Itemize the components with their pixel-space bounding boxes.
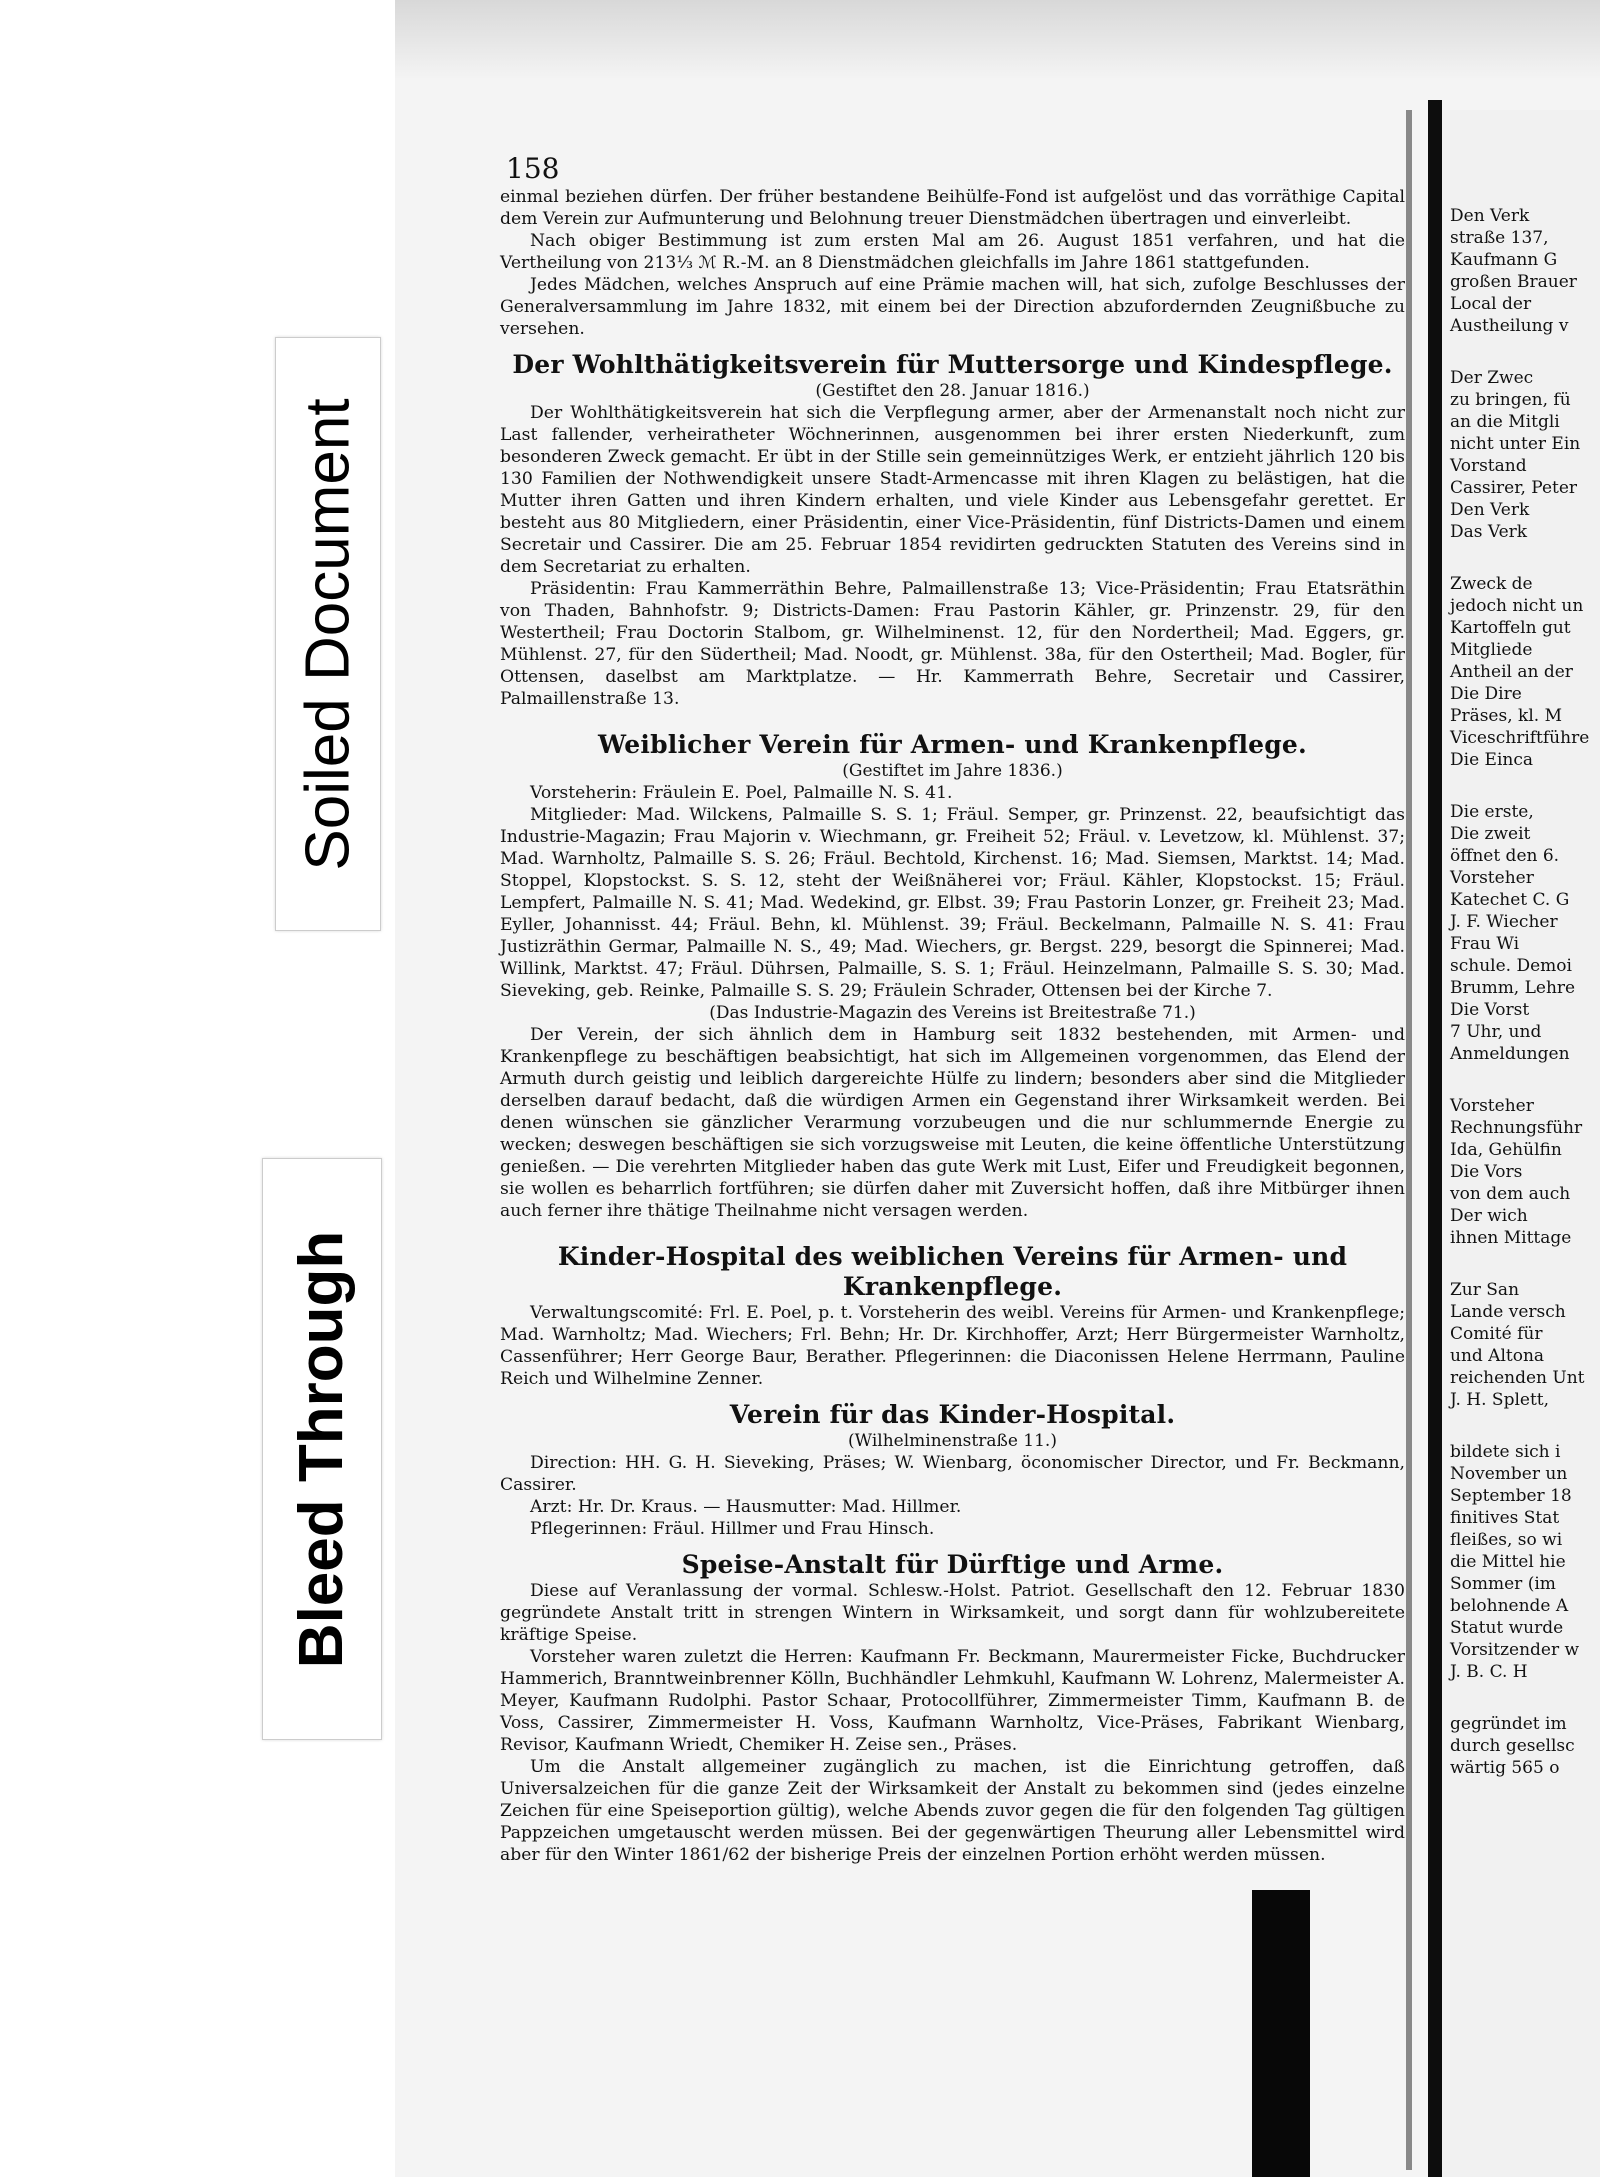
facing-page-line: schule. Demoi: [1450, 956, 1572, 976]
page-top-shadow: [395, 0, 1600, 80]
scan-margin: [0, 0, 395, 2177]
facing-page-line: Comité für: [1450, 1324, 1543, 1344]
facing-page-line: Die Vors: [1450, 1162, 1523, 1182]
facing-page-line: großen Brauer: [1450, 272, 1577, 292]
facing-page-line: Präses, kl. M: [1450, 706, 1562, 726]
facing-page-line: Die zweit: [1450, 824, 1531, 844]
facing-page-line: Den Verk: [1450, 500, 1530, 520]
section-title: Der Wohlthätigkeitsverein für Muttersorge und Kindespflege.: [512, 350, 1393, 379]
facing-page-line: Antheil an der: [1450, 662, 1573, 682]
facing-page-line: ihnen Mittage: [1450, 1228, 1572, 1248]
document-page: [500, 152, 1405, 1866]
facing-page-line: Vorstand: [1450, 456, 1527, 476]
facing-page-line: Cassirer, Peter: [1450, 478, 1578, 498]
facing-page-line: Mitgliede: [1450, 640, 1533, 660]
section-paragraph: Diese auf Veranlassung der vormal. Schlesw.-Holst. Patriot. Gesellschaft den 12. Februar 1830 gegründete Anstalt tritt in strengen Wintern in Wirksamkeit, und sorgt dann für wohlzubereitete kräftige Speise.: [500, 1581, 1405, 1645]
facing-page-line: bildete sich i: [1450, 1442, 1561, 1462]
facing-page-line: zu bringen, fü: [1450, 390, 1571, 410]
facing-page-line: die Mittel hie: [1450, 1552, 1566, 1572]
section-title: Speise-Anstalt für Dürftige und Arme.: [681, 1550, 1224, 1579]
section-title: Weiblicher Verein für Armen- und Krankenpflege.: [598, 730, 1307, 759]
facing-page-line: Die Einca: [1450, 750, 1533, 770]
facing-page-line: Brumm, Lehre: [1450, 978, 1576, 998]
facing-page-line: Vorsteher: [1450, 868, 1534, 888]
soiled-document-text: Soiled Document: [293, 397, 363, 871]
facing-page-fragment: [1442, 110, 1600, 2177]
facing-page-line: und Altona: [1450, 1346, 1545, 1366]
section-paragraph: Vorsteherin: Fräulein E. Poel, Palmaille N. S. 41.: [530, 783, 953, 803]
facing-page-line: Die erste,: [1450, 802, 1534, 822]
section-paragraph: Präsidentin: Frau Kammerräthin Behre, Palmaillenstraße 13; Vice-Präsidentin; Frau Etatsräthin von Thaden, Bahnhofstr. 9; Districts-Damen: Frau Pastorin Kähler, gr. Prinzenstr. 29, für den Westertheil; Frau Doctorin Stalbom, gr. Wilhelminenst. 12, für den Nordertheil; Mad. Eggers, gr. Mühlenst. 27, für den Südertheil; Mad. Noodt, gr. Mühlenst. 38a, für den Ostertheil; Mad. Bogler, für Ottensen, daselbst am Marktplatze. — Hr. Kammerrath Behre, Secretair und Cassirer, Palmaillenstraße 13.: [500, 579, 1405, 709]
section-title: Verein für das Kinder-Hospital.: [729, 1400, 1176, 1429]
section-kinder-hospital: [500, 1242, 1405, 1390]
facing-page-line: fleißes, so wi: [1450, 1530, 1563, 1550]
facing-page-line: Sommer (im: [1450, 1574, 1556, 1594]
facing-page-line: finitives Stat: [1450, 1508, 1560, 1528]
facing-page-line: straße 137,: [1450, 228, 1549, 248]
section-subtitle: (Gestiftet im Jahre 1836.): [842, 761, 1063, 781]
facing-page-line: gegründet im: [1450, 1714, 1567, 1734]
facing-page-line: Kaufmann G: [1450, 250, 1558, 270]
facing-page-line: Rechnungsführ: [1450, 1118, 1583, 1138]
facing-page-line: J. H. Splett,: [1450, 1390, 1550, 1410]
facing-page-line: durch gesellsc: [1450, 1736, 1575, 1756]
facing-page-line: von dem auch: [1450, 1184, 1571, 1204]
facing-page-line: belohnende A: [1450, 1596, 1569, 1616]
facing-page-line: jedoch nicht un: [1450, 596, 1584, 616]
facing-page-line: Der Zwec: [1450, 368, 1534, 388]
section-armenpflege: [500, 730, 1405, 1222]
facing-page-line: Frau Wi: [1450, 934, 1520, 954]
page-number: 158: [506, 152, 560, 185]
facing-page-line: Statut wurde: [1450, 1618, 1564, 1638]
facing-page-line: öffnet den 6.: [1450, 846, 1560, 866]
facing-page-line: J. B. C. H: [1450, 1662, 1528, 1682]
facing-page-line: nicht unter Ein: [1450, 434, 1581, 454]
section-speise-anstalt: [500, 1550, 1405, 1866]
facing-page-line: Lande versch: [1450, 1302, 1566, 1322]
facing-page-line: Zur San: [1450, 1280, 1520, 1300]
soiled-document-label: [275, 337, 381, 931]
book-spine: [1428, 100, 1442, 2177]
section-note: (Das Industrie-Magazin des Vereins ist Breitestraße 71.): [709, 1003, 1196, 1023]
page-fold-shadow: [1406, 110, 1412, 2170]
section-verein-kinder-hospital: [500, 1400, 1405, 1540]
facing-page-line: Zweck de: [1450, 574, 1533, 594]
section-paragraph: Der Wohlthätigkeitsverein hat sich die Verpflegung armer, aber der Armenanstalt noch nicht zur Last fallender, verheiratheter Wöchnerinnen, ausgenommen bei ihrer ersten Niederkunft, zum besonderen Zweck gemacht. Er übt in der Stille sein gemeinnütziges Werk, er entzieht jährlich 120 bis 130 Familien der Nothwendigkeit unsere Stadt-Armencasse mit ihren Klagen zu belästigen, hat die Mutter ihren Gatten und ihren Kindern erhalten, und viele Kinder aus Lebensgefahr gerettet. Er besteht aus 80 Mitgliedern, einer Präsidentin, einer Vice-Präsidentin, fünf Districts-Damen und einem Secretair und Cassirer. Die am 25. Februar 1854 revidirten gedruckten Statuten des Vereins sind in dem Secretariat zu erhalten.: [500, 403, 1405, 577]
facing-page-line: Der wich: [1450, 1206, 1528, 1226]
section-paragraph: Arzt: Hr. Dr. Kraus. — Hausmutter: Mad. Hillmer.: [530, 1497, 962, 1517]
section-paragraph: Pflegerinnen: Fräul. Hillmer und Frau Hinsch.: [530, 1519, 935, 1539]
facing-page-line: Das Verk: [1450, 522, 1528, 542]
section-paragraph: Verwaltungscomité: Frl. E. Poel, p. t. Vorsteherin des weibl. Vereins für Armen- und Krankenpflege; Mad. Warnholtz; Mad. Wiechers; Frl. Behn; Hr. Dr. Kirchhoffer, Arzt; Herr Bürgermeister Warnholtz, Cassenführer; Herr George Baur, Berather. Pflegerinnen: die Diaconissen Helene Herrmann, Pauline Reich und Wilhelmine Zenner.: [500, 1303, 1405, 1389]
bleed-through-label: [262, 1158, 382, 1740]
facing-page-line: September 18: [1450, 1486, 1572, 1506]
section-paragraph: Der Verein, der sich ähnlich dem in Hamburg seit 1832 bestehenden, mit Armen- und Krankenpflege zu beschäftigen beabsichtigt, hat sich im Allgemeinen vorgenommen, das Elend der Armuth durch geistig und leiblich dargereichte Hülfe zu lindern; besonders aber sind die Mitglieder derselben darauf bedacht, daß die würdigen Armen ein Gegenstand ihrer Wirksamkeit werden. Bei denen wünschen sie gänzlicher Verarmung vorzubeugen und die nur schlummernde Energie zu wecken; deswegen beschäftigen sie sich vorzugsweise mit Leuten, die keine öffentliche Unterstützung genießen. — Die verehrten Mitglieder haben das gute Werk mit Lust, Eifer und Freudigkeit begonnen, sie wollen es beharrlich fortführen; sie dürfen daher mit Zuversicht hoffen, daß ihre Mitbürger ihnen auch ferner ihre thätige Theilnahme nicht versagen werden.: [500, 1025, 1405, 1221]
facing-page-line: Den Verk: [1450, 206, 1530, 226]
facing-page-line: 7 Uhr, und: [1450, 1022, 1542, 1042]
section-subtitle: (Wilhelminenstraße 11.): [848, 1431, 1057, 1451]
facing-page-line: Anmeldungen: [1450, 1044, 1570, 1064]
facing-page-line: Local der: [1450, 294, 1532, 314]
facing-page-line: Kartoffeln gut: [1450, 618, 1571, 638]
intro-paragraph: einmal beziehen dürfen. Der früher bestandene Beihülfe-Fond ist aufgelöst und das vorräthige Capital dem Verein zur Aufmunterung und Belohnung treuer Dienstmädchen übertragen und einverleibt.: [500, 187, 1405, 229]
facing-page-line: Vorsitzender w: [1450, 1640, 1580, 1660]
section-subtitle: (Gestiftet den 28. Januar 1816.): [815, 381, 1090, 401]
facing-page-line: an die Mitgli: [1450, 412, 1560, 432]
edge-shadow: [1252, 1890, 1310, 2177]
section-paragraph: Mitglieder: Mad. Wilckens, Palmaille S. S. 1; Fräul. Semper, gr. Prinzenst. 22, beaufsichtigt das Industrie-Magazin; Frau Majorin v. Wiechmann, gr. Freiheit 52; Fräul. v. Levetzow, kl. Mühlenst. 37; Mad. Warnholtz, Palmaille S. S. 26; Fräul. Bechtold, Kirchenst. 16; Mad. Siemsen, Marktst. 14; Mad. Stoppel, Klopstockst. S. S. 12, steht der Weißnäherei vor; Fräul. Kähler, Klopstockst. 15; Fräul. Lempfert, Palmaille N. S. 41; Mad. Wedekind, gr. Elbst. 39; Frau Pastorin Lonzer, gr. Freiheit 23; Mad. Eyller, Johannisst. 44; Fräul. Behn, kl. Mühlenst. 39; Fräul. Beckelmann, Palmaille N. S. 41: Frau Justizräthin Germar, Palmaille N. S., 49; Mad. Wiechers, gr. Bergst. 229, besorgt die Spinnerei; Mad. Willink, Marktst. 47; Fräul. Dührsen, Palmaille, S. S. 1; Fräul. Heinzelmann, Palmaille S. S. 30; Mad. Sieveking, geb. Reinke, Palmaille S. S. 29; Fräulein Schrader, Ottensen bei der Kirche 7.: [500, 805, 1405, 1001]
facing-page-line: Katechet C. G: [1450, 890, 1570, 910]
facing-page-line: wärtig 565 o: [1450, 1758, 1560, 1778]
intro-paragraph: Nach obiger Bestimmung ist zum ersten Mal am 26. August 1851 verfahren, und hat die Vertheilung von 213⅓ ℳ R.-M. an 8 Dienstmädchen gleichfalls im Jahre 1861 stattgefunden.: [500, 231, 1405, 273]
facing-page-line: J. F. Wiecher: [1450, 912, 1558, 932]
section-muttersorge: [500, 350, 1405, 710]
bleed-through-text: Bleed Through: [287, 1230, 357, 1668]
facing-page-line: Ida, Gehülfin: [1450, 1140, 1562, 1160]
intro-paragraph: Jedes Mädchen, welches Anspruch auf eine Prämie machen will, hat sich, zufolge Beschlusses der Generalversammlung im Jahre 1832, mit einem bei der Direction abzufordernden Zeugnißbuche zu versehen.: [500, 275, 1405, 339]
section-title: Kinder-Hospital des weiblichen Vereins für Armen- und Krankenpflege.: [557, 1242, 1348, 1301]
facing-page-line: Die Dire: [1450, 684, 1522, 704]
section-paragraph: Direction: HH. G. H. Sieveking, Präses; W. Wienbarg, öconomischer Director, und Fr. Beckmann, Cassirer.: [500, 1453, 1405, 1495]
facing-page-line: Viceschriftführe: [1450, 728, 1590, 748]
facing-page-line: November un: [1450, 1464, 1568, 1484]
facing-page-line: Die Vorst: [1450, 1000, 1530, 1020]
section-paragraph: Um die Anstalt allgemeiner zugänglich zu machen, ist die Einrichtung getroffen, daß Universalzeichen für die ganze Zeit der Wirksamkeit der Anstalt zu bekommen sind (jedes einzelne Zeichen für eine Speiseportion gültig), welche Abends zuvor gegen die für den folgenden Tag gültigen Pappzeichen umgetauscht werden müssen. Bei der gegenwärtigen Theurung aller Lebensmittel wird aber für den Winter 1861/62 der bisherige Preis der einzelnen Portion erhöht werden müssen.: [500, 1757, 1405, 1865]
facing-page-line: reichenden Unt: [1450, 1368, 1585, 1388]
facing-page-line: Austheilung v: [1450, 316, 1569, 336]
facing-page-line: Vorsteher: [1450, 1096, 1534, 1116]
section-paragraph: Vorsteher waren zuletzt die Herren: Kaufmann Fr. Beckmann, Maurermeister Ficke, Buchdrucker Hammerich, Branntweinbrenner Kölln, Buchhändler Lehmkuhl, Kaufmann W. Lohrenz, Malermeister A. Meyer, Kaufmann Rudolphi. Pastor Schaar, Protocollführer, Zimmermeister Timm, Kaufmann B. de Voss, Cassirer, Zimmermeister H. Voss, Kaufmann Warnholtz, Vice-Präses, Fabrikant Wienbarg, Revisor, Kaufmann Wriedt, Chemiker H. Zeise sen., Präses.: [500, 1647, 1405, 1755]
